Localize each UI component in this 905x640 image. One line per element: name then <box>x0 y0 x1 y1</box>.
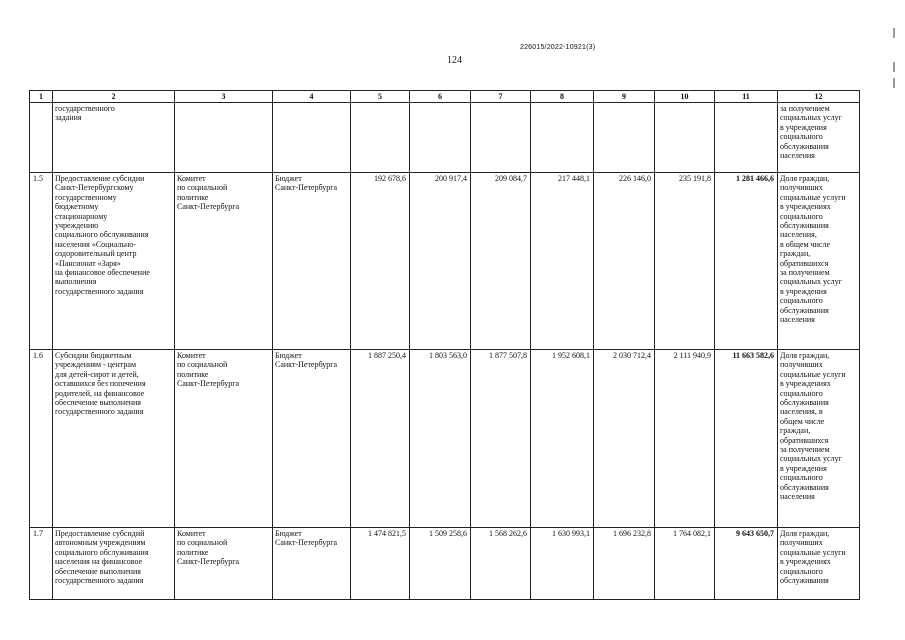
indicator-cell: Доля граждан, получивших социальные услуги в учреждениях социального обслуживания <box>778 528 860 600</box>
year-value-cell: 1 696 232,8 <box>594 528 655 600</box>
year-value-cell: 1 568 262,6 <box>471 528 531 600</box>
column-header: 6 <box>410 91 471 103</box>
year-value-cell: 217 448,1 <box>531 173 594 350</box>
year-value-cell: 200 917,4 <box>410 173 471 350</box>
column-header: 1 <box>30 91 53 103</box>
executor-cell <box>175 103 273 173</box>
row-number: 1.5 <box>30 173 53 350</box>
year-value-cell: 1 764 082,1 <box>655 528 715 600</box>
table-row <box>30 173 860 350</box>
column-header: 8 <box>531 91 594 103</box>
year-value-cell <box>655 103 715 173</box>
row-number <box>30 103 53 173</box>
page-number: 124 <box>447 55 462 66</box>
measure-name: Предоставление субсидии Санкт-Петербургскому государственному бюджетному стационарному учреждению социального обслуживания населения «Социально- оздоровительный центр «Пансионат «Заря» на финансовое обеспечение выполнения государственного задания <box>53 173 175 350</box>
column-header: 2 <box>53 91 175 103</box>
scan-edge-mark <box>893 28 895 38</box>
year-value-cell <box>471 103 531 173</box>
year-value-cell: 2 111 940,9 <box>655 350 715 528</box>
document-id: 226015/2022-10921(3) <box>520 44 596 51</box>
scan-edge-mark <box>893 78 895 88</box>
year-value-cell: 235 191,8 <box>655 173 715 350</box>
executor-cell: Комитет по социальной политике Санкт-Петербурга <box>175 173 273 350</box>
year-value-cell <box>410 103 471 173</box>
indicator-cell: Доля граждан, получивших социальные услуги в учреждениях социального обслуживания населения, в общем числе граждан, обратившихся за получением социальных услуг в учреждения социального обслуживания населения <box>778 173 860 350</box>
year-value-cell: 1 887 250,4 <box>351 350 410 528</box>
executor-cell: Комитет по социальной политике Санкт-Петербурга <box>175 528 273 600</box>
column-header: 4 <box>273 91 351 103</box>
total-cell: 11 663 582,6 <box>715 350 778 528</box>
header-row <box>30 91 860 103</box>
year-value-cell: 1 952 608,1 <box>531 350 594 528</box>
funding-source-cell: Бюджет Санкт-Петербурга <box>273 173 351 350</box>
measure-name: Субсидии бюджетным учреждениям - центрам для детей-сирот и детей, оставшихся без попечения родителей, на финансовое обеспечение выполнения государственного задания <box>53 350 175 528</box>
program-measures-table <box>29 90 860 600</box>
funding-source-cell: Бюджет Санкт-Петербурга <box>273 528 351 600</box>
year-value-cell: 209 084,7 <box>471 173 531 350</box>
indicator-cell: Доля граждан, получивших социальные услуги в учреждениях социального обслуживания населения, в общем числе граждан, обратившихся за получением социальных услуг в учреждения социального обслуживания населения <box>778 350 860 528</box>
total-cell <box>715 103 778 173</box>
year-value-cell: 1 474 821,5 <box>351 528 410 600</box>
row-number: 1.6 <box>30 350 53 528</box>
year-value-cell: 2 030 712,4 <box>594 350 655 528</box>
measure-name: Предоставление субсидий автономным учреждениям социального обслуживания населения на финансовое обеспечение выполнения государственного задания <box>53 528 175 600</box>
column-header: 9 <box>594 91 655 103</box>
indicator-cell: за получением социальных услуг в учреждения социального обслуживания населения <box>778 103 860 173</box>
row-number: 1.7 <box>30 528 53 600</box>
year-value-cell: 192 678,6 <box>351 173 410 350</box>
year-value-cell <box>351 103 410 173</box>
year-value-cell: 226 146,0 <box>594 173 655 350</box>
column-header: 3 <box>175 91 273 103</box>
year-value-cell: 1 509 258,6 <box>410 528 471 600</box>
column-header: 7 <box>471 91 531 103</box>
measure-name: государственного задания <box>53 103 175 173</box>
funding-source-cell: Бюджет Санкт-Петербурга <box>273 350 351 528</box>
year-value-cell: 1 630 993,1 <box>531 528 594 600</box>
table-row <box>30 103 860 173</box>
scan-edge-mark <box>893 62 895 72</box>
table-row <box>30 528 860 600</box>
column-header: 10 <box>655 91 715 103</box>
column-header: 12 <box>778 91 860 103</box>
funding-source-cell <box>273 103 351 173</box>
year-value-cell <box>531 103 594 173</box>
executor-cell: Комитет по социальной политике Санкт-Петербурга <box>175 350 273 528</box>
table-row <box>30 350 860 528</box>
column-header: 5 <box>351 91 410 103</box>
column-header: 11 <box>715 91 778 103</box>
year-value-cell: 1 803 563,0 <box>410 350 471 528</box>
year-value-cell: 1 877 507,8 <box>471 350 531 528</box>
total-cell: 1 281 466,6 <box>715 173 778 350</box>
total-cell: 9 643 650,7 <box>715 528 778 600</box>
year-value-cell <box>594 103 655 173</box>
